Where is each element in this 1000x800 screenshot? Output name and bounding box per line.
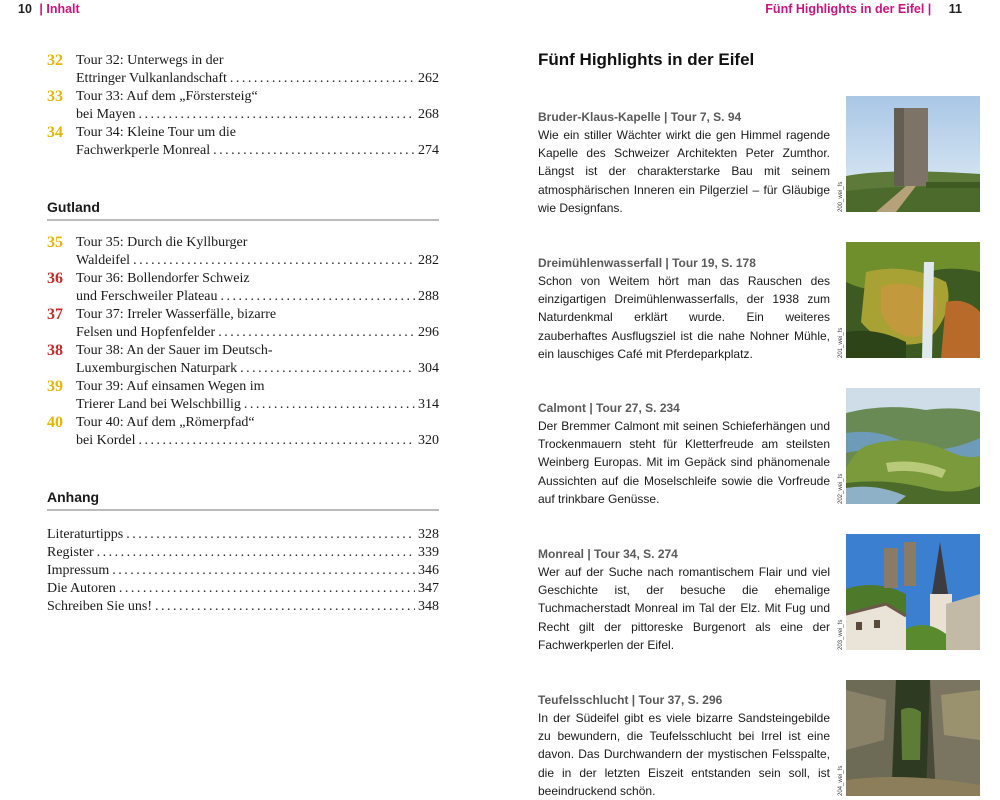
toc-entry-title: Tour 40: Auf dem „Römerpfad“ [76, 415, 255, 430]
highlight-text: Wie ein stiller Wächter wirkt die gen Himmel ragende Kapelle des Schweizer Architekten Peter Zumthor. Längst ist der charakterstarke Bau mit seinem atmosphärischen Inneren ein Pilgerziel – für Gläubige wie Designfans. [538, 128, 830, 215]
leader-dots [221, 288, 415, 306]
toc-entry-subtitle: Trierer Land bei Welschbillig [76, 397, 241, 412]
toc-entry[interactable] [47, 234, 439, 270]
photo-monreal [846, 534, 980, 650]
photo-teufelsschlucht [846, 680, 980, 796]
appendix-page: 346 [418, 563, 439, 578]
toc-entry[interactable] [47, 378, 439, 414]
appendix-page: 347 [418, 581, 439, 596]
toc-entry-title: Tour 38: An der Sauer im Deutsch- [76, 343, 273, 358]
toc-entry[interactable] [47, 88, 439, 124]
leader-dots [213, 142, 415, 160]
photo-dreimuehlenwasserfall [846, 242, 980, 358]
highlight-item [538, 545, 830, 654]
section-heading-anhang: Anhang [47, 489, 439, 511]
running-header-right [765, 2, 962, 16]
tour-number: 39 [47, 378, 63, 395]
toc-page-number: 268 [418, 107, 439, 122]
toc-page-number: 262 [418, 71, 439, 86]
tour-number: 32 [47, 52, 63, 69]
tour-number: 35 [47, 234, 63, 251]
leader-dots [97, 544, 415, 562]
leader-dots [240, 360, 415, 378]
tour-number: 38 [47, 342, 63, 359]
photo-credit: 200_wei_fs [838, 181, 844, 212]
toc-page-number: 314 [418, 397, 439, 412]
appendix-label: Schreiben Sie uns! [47, 599, 152, 614]
highlight-heading: Calmont | Tour 27, S. 234 [538, 401, 680, 415]
toc-page-number: 320 [418, 433, 439, 448]
appendix-entry[interactable] [47, 544, 439, 562]
appendix-label: Die Autoren [47, 581, 116, 596]
highlight-heading: Teufelsschlucht | Tour 37, S. 296 [538, 693, 723, 707]
appendix-page: 339 [418, 545, 439, 560]
appendix-label: Literaturtipps [47, 527, 124, 542]
toc-entry-title: Tour 32: Unterwegs in der [76, 53, 224, 68]
highlight-item [538, 254, 830, 363]
toc-entry-subtitle: bei Kordel [76, 433, 136, 448]
tour-number: 40 [47, 414, 63, 431]
toc-entry-subtitle: Felsen und Hopfenfelder [76, 325, 216, 340]
left-section-title: | Inhalt [39, 2, 80, 16]
highlight-heading: Bruder-Klaus-Kapelle | Tour 7, S. 94 [538, 110, 742, 124]
toc-entry-title: Tour 37: Irreler Wasserfälle, bizarre [76, 307, 277, 322]
appendix-page: 348 [418, 599, 439, 614]
toc-entry[interactable] [47, 52, 439, 88]
toc-page-number: 288 [418, 289, 439, 304]
leader-dots [112, 562, 415, 580]
leader-dots [218, 324, 415, 342]
photo-calmont [846, 388, 980, 504]
toc-entry-subtitle: Luxemburgischen Naturpark [76, 361, 238, 376]
leader-dots [230, 70, 415, 88]
appendix-entry[interactable] [47, 598, 439, 616]
toc-page-number: 282 [418, 253, 439, 268]
toc-eifel-continued [47, 52, 439, 160]
running-header-left [18, 2, 80, 16]
toc-entry-subtitle: bei Mayen [76, 107, 136, 122]
highlight-item [538, 691, 830, 800]
appendix-label: Impressum [47, 563, 110, 578]
right-section-title: Fünf Highlights in der Eifel | [765, 2, 932, 16]
toc-page-number: 296 [418, 325, 439, 340]
appendix-entry[interactable] [47, 526, 439, 544]
leader-dots [126, 526, 415, 544]
highlight-text: Wer auf der Suche nach romantischem Flair und viel Geschichte ist, der besuche die ehemalige Tuchmacherstadt Monreal im Tal der Elz. Mit Fug und Recht gilt der pittoreske Burgenort als eine der Fachwerkperlen der Eifel. [538, 565, 830, 652]
toc-anhang [47, 526, 439, 616]
highlight-heading: Dreimühlenwasserfall | Tour 19, S. 178 [538, 256, 756, 270]
appendix-label: Register [47, 545, 94, 560]
right-page-number: 11 [948, 2, 962, 16]
toc-entry[interactable] [47, 414, 439, 450]
appendix-entry[interactable] [47, 562, 439, 580]
left-page-number: 10 [18, 2, 32, 16]
toc-entry-subtitle: Waldeifel [76, 253, 131, 268]
photo-credit: 204_wei_fs [838, 765, 844, 796]
toc-gutland [47, 234, 439, 450]
highlight-text: Der Bremmer Calmont mit seinen Schieferhängen und Trockenmauern steht für Kletterfreude am steilsten Weinberg Europas. Mit im Gepäck sind phänomenale Aussichten auf die Moselschleife sowie die Vorfreude auf trinkbare Genüsse. [538, 419, 830, 506]
toc-entry-subtitle: Fachwerkperle Monreal [76, 143, 211, 158]
highlight-text: In der Südeifel gibt es viele bizarre Sandsteingebilde zu bewundern, die Teufelsschlucht bei Irrel ist eine davon. Das Durchwandern der mystischen Felsspalte, die in der letzten Eiszeit entstanden sein soll, ist beeindruckend schön. [538, 711, 830, 798]
highlight-heading: Monreal | Tour 34, S. 274 [538, 547, 678, 561]
toc-page-number: 304 [418, 361, 439, 376]
leader-dots [155, 598, 415, 616]
tour-number: 37 [47, 306, 63, 323]
leader-dots [244, 396, 415, 414]
toc-entry-subtitle: und Ferschweiler Plateau [76, 289, 218, 304]
toc-page-number: 274 [418, 143, 439, 158]
tour-number: 36 [47, 270, 63, 287]
photo-credit: 202_wei_fs [838, 473, 844, 504]
leader-dots [133, 252, 415, 270]
appendix-page: 328 [418, 527, 439, 542]
leader-dots [119, 580, 415, 598]
leader-dots [138, 106, 415, 124]
leader-dots [138, 432, 415, 450]
appendix-entry[interactable] [47, 580, 439, 598]
toc-entry-title: Tour 34: Kleine Tour um die [76, 125, 236, 140]
highlight-item [538, 399, 830, 508]
tour-number: 33 [47, 88, 63, 105]
toc-entry[interactable] [47, 270, 439, 306]
photo-bruder-klaus-kapelle [846, 96, 980, 212]
photo-credit: 203_wei_fs [838, 619, 844, 650]
highlight-item [538, 108, 830, 217]
toc-entry-title: Tour 39: Auf einsamen Wegen im [76, 379, 265, 394]
toc-entry[interactable] [47, 124, 439, 160]
toc-entry-title: Tour 35: Durch die Kyllburger [76, 235, 248, 250]
photo-credit: 201_wei_fs [838, 327, 844, 358]
tour-number: 34 [47, 124, 63, 141]
highlight-text: Schon von Weitem hört man das Rauschen des einzigartigen Dreimühlenwasserfalls, der 1938 zum Naturdenkmal erklärt wurde. Ein weiteres zauberhaftes Ausflugsziel ist die nahe Nohner Mühle, ein lauschiges Café mit Pferdeparkplatz. [538, 274, 830, 361]
section-heading-gutland: Gutland [47, 199, 439, 221]
highlights-title: Fünf Highlights in der Eifel [538, 50, 755, 69]
toc-entry-title: Tour 36: Bollendorfer Schweiz [76, 271, 250, 286]
toc-entry-title: Tour 33: Auf dem „Förstersteig“ [76, 89, 258, 104]
toc-entry[interactable] [47, 342, 439, 378]
toc-entry-subtitle: Ettringer Vulkanlandschaft [76, 71, 227, 86]
toc-entry[interactable] [47, 306, 439, 342]
